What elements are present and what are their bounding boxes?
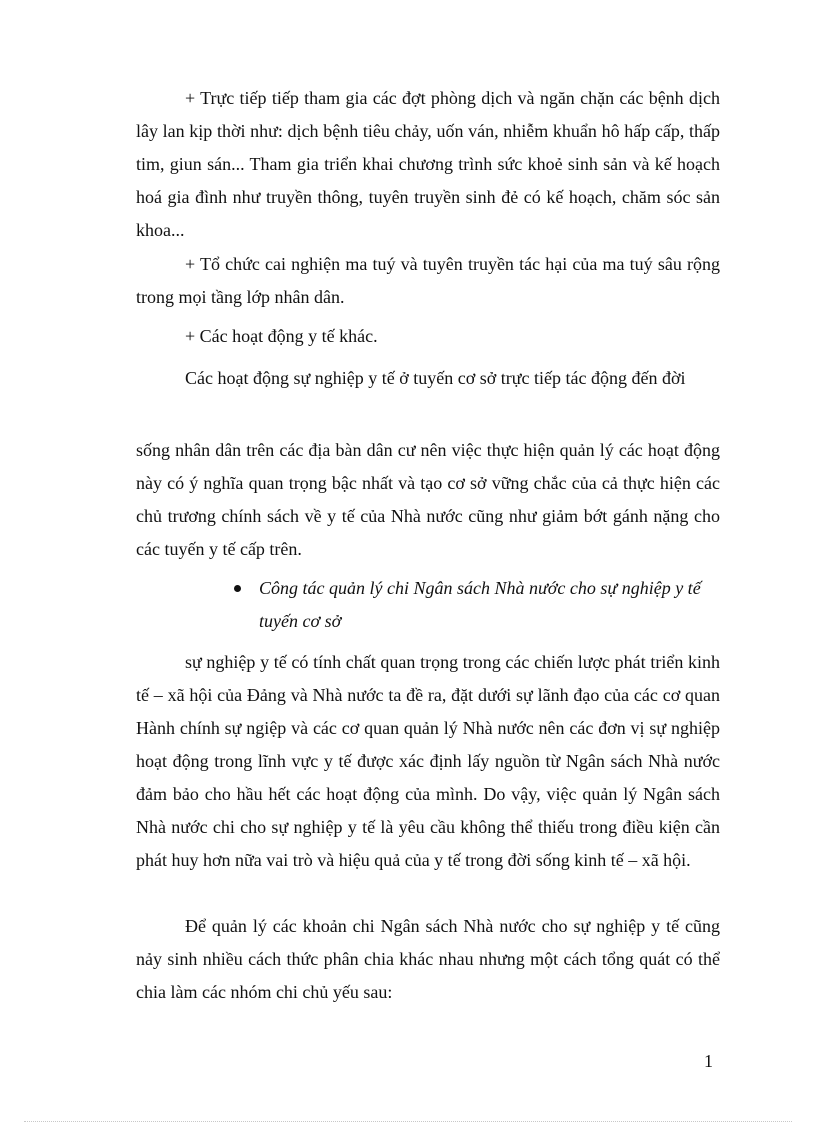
paragraph-drug-rehabilitation: + Tổ chức cai nghiện ma tuý và tuyên truyền tác hại của ma tuý sâu rộng trong mọi tầng lớp nhân dân.: [136, 254, 720, 307]
bullet-heading-text: Công tác quản lý chi Ngân sách Nhà nước cho sự nghiệp y tế tuyến cơ sở: [259, 578, 701, 631]
paragraph-grassroots-activities-continued: sống nhân dân trên các địa bàn dân cư nên việc thực hiện quản lý các hoạt động này có ý nghĩa quan trọng bậc nhất và tạo cơ sở vững chắc của cả thực hiện các chủ trương chính sách về y tế của Nhà nước cũng như giảm bớt gánh nặng cho các tuyến y tế cấp trên.: [136, 440, 720, 559]
bullet-dot-icon: [234, 585, 241, 592]
page-number: 1: [704, 1051, 713, 1071]
page-bottom-divider: [24, 1121, 792, 1122]
paragraph-other-health-activities: + Các hoạt động y tế khác.: [185, 326, 378, 346]
paragraph-direct-epidemic-prevention: + Trực tiếp tiếp tham gia các đợt phòng dịch và ngăn chặn các bệnh dịch lây lan kịp thời như: dịch bệnh tiêu chảy, uốn ván, nhiễm khuẩn hô hấp cấp, thấp tim, giun sán... Tham gia triển khai chương trình sức khoẻ sinh sản và kế hoạch hoá gia đình như truyền thông, tuyên truyền sinh đẻ có kế hoạch, chăm sóc sản khoa...: [136, 88, 720, 240]
paragraph-grassroots-activities-intro: Các hoạt động sự nghiệp y tế ở tuyến cơ sở trực tiếp tác động đến đời: [185, 368, 686, 388]
paragraph-expenditure-groups: Để quản lý các khoản chi Ngân sách Nhà nước cho sự nghiệp y tế cũng nảy sinh nhiều cách thức phân chia khác nhau nhưng một cách tổng quát có thể chia làm các nhóm chi chủ yếu sau:: [136, 916, 720, 1002]
paragraph-health-sector-importance: sự nghiệp y tế có tính chất quan trọng trong các chiến lược phát triển kinh tế – xã hội của Đảng và Nhà nước ta đề ra, đặt dưới sự lãnh đạo của các cơ quan Hành chính sự ngiệp và các cơ quan quản lý Nhà nước nên các đơn vị sự nghiệp hoạt động trong lĩnh vực y tế được xác định lấy nguồn từ Ngân sách Nhà nước đảm bảo cho hầu hết các hoạt động của mình. Do vậy, việc quản lý Ngân sách Nhà nước chi cho sự nghiệp y tế là yêu cầu không thể thiếu trong điều kiện cần phát huy hơn nữa vai trò và hiệu quả của y tế trong đời sống kinh tế – xã hội.: [136, 652, 720, 870]
